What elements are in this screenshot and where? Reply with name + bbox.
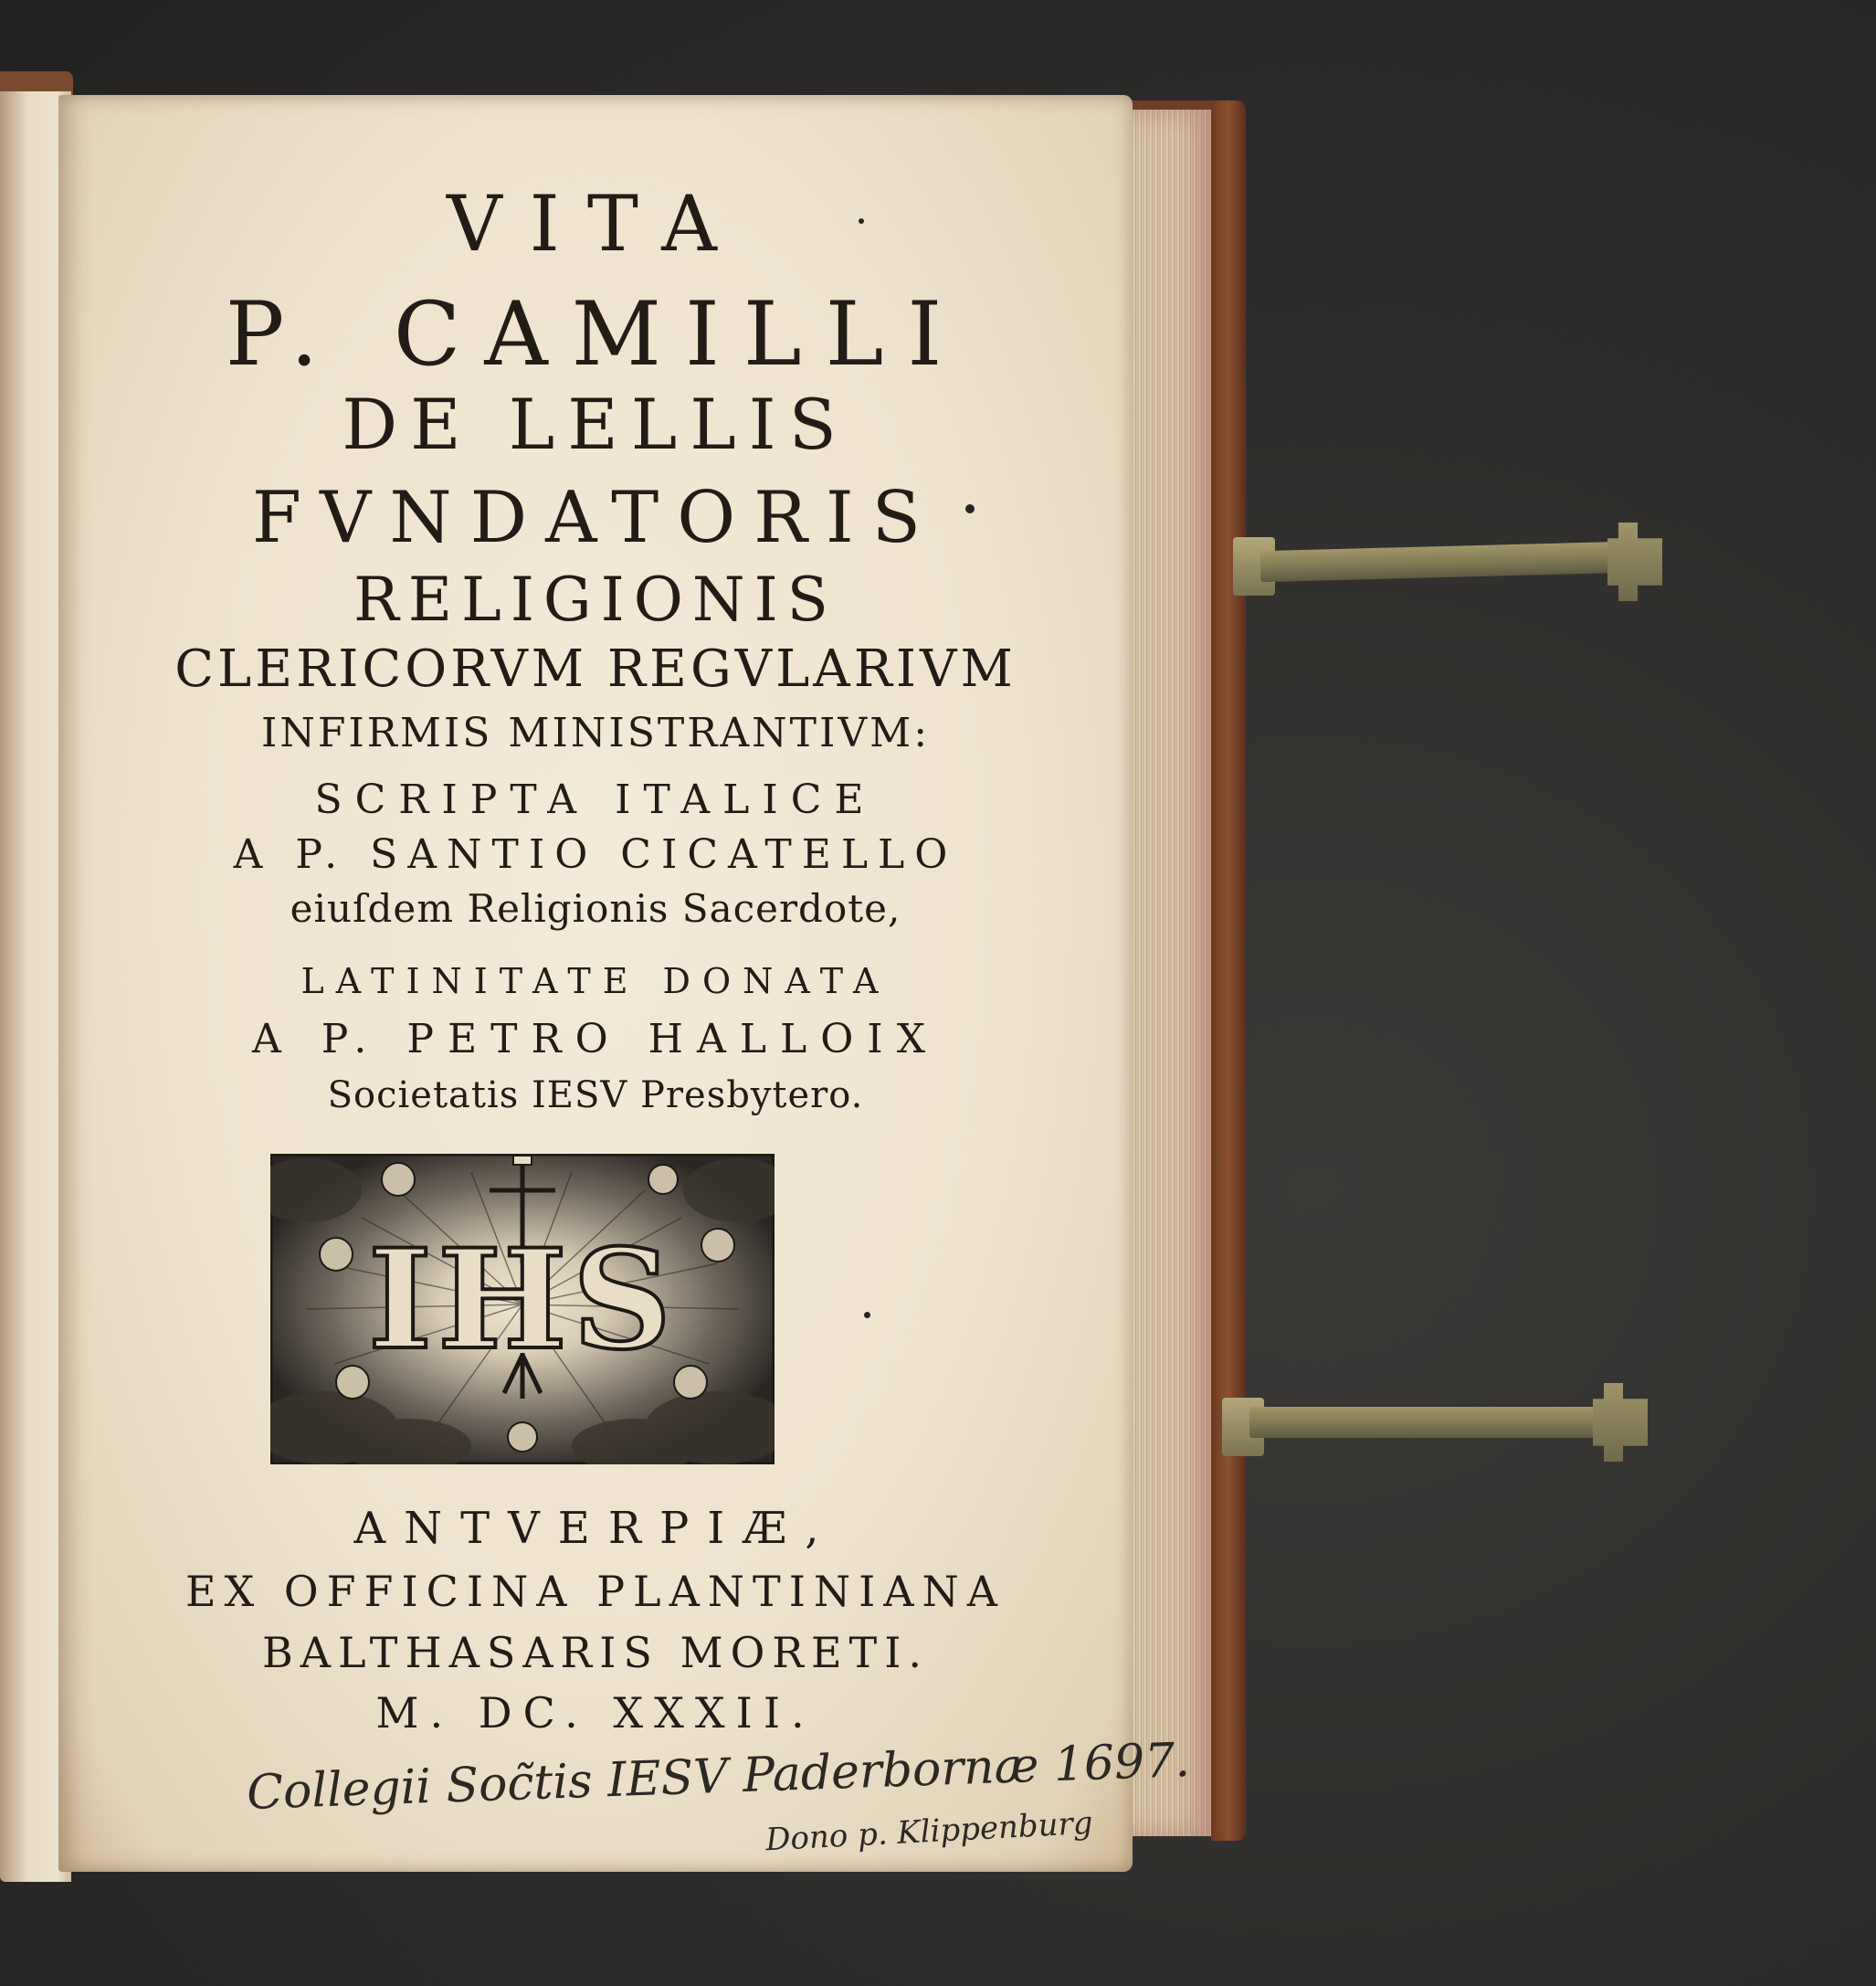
translation-line: LATINITATE DONATA: [300, 961, 891, 1001]
imprint-printer: EX OFFICINA PLANTINIANA: [184, 1567, 1007, 1616]
translator-role-line: Societatis IESV Presbytero.: [327, 1074, 864, 1116]
imprint-publisher: BALTHASARIS MORETI.: [261, 1628, 929, 1677]
ihs-monogram: IHS: [367, 1220, 678, 1380]
title-line-scripta-italice: SCRIPTA ITALICE: [314, 776, 877, 823]
lower-clasp-icon: [1222, 1398, 1670, 1445]
ink-speck: [864, 1312, 870, 1318]
title-line-camilli: P. CAMILLI: [225, 283, 966, 386]
title-line-clericorum: CLERICORVM REGVLARIVM: [174, 639, 1017, 699]
title-line-de-lellis: DE LELLIS: [342, 384, 849, 465]
title-line-religionis: RELIGIONIS: [353, 565, 838, 635]
title-line-fundatoris: FVNDATORIS: [251, 477, 940, 559]
ink-speck: [859, 218, 864, 224]
imprint-year: M. DC. XXXII.: [375, 1688, 816, 1738]
upper-clasp-icon: [1233, 537, 1682, 585]
translator-line: A P. PETRO HALLOIX: [251, 1016, 940, 1062]
title-line-infirmis: INFIRMIS MINISTRANTIVM:: [260, 710, 931, 756]
author-line: A P. SANTIO CICATELLO: [233, 831, 958, 878]
woodcut-ihs-emblem: [270, 1154, 775, 1464]
handwritten-inscription: Collegii Soc̃tis IESV Paderbornæ 1697.: [246, 1732, 1191, 1822]
right-cover-edge: [1211, 100, 1246, 1841]
page-block-edge: [1125, 110, 1224, 1836]
handwritten-donor-note: Dono p. Klippenburg: [764, 1804, 1094, 1859]
imprint-place: ANTVERPIÆ,: [353, 1503, 838, 1554]
ink-speck: [965, 504, 975, 513]
author-role-line: eiuſdem Religionis Sacerdote,: [290, 886, 901, 931]
title-line-vita: VITA: [447, 179, 744, 269]
